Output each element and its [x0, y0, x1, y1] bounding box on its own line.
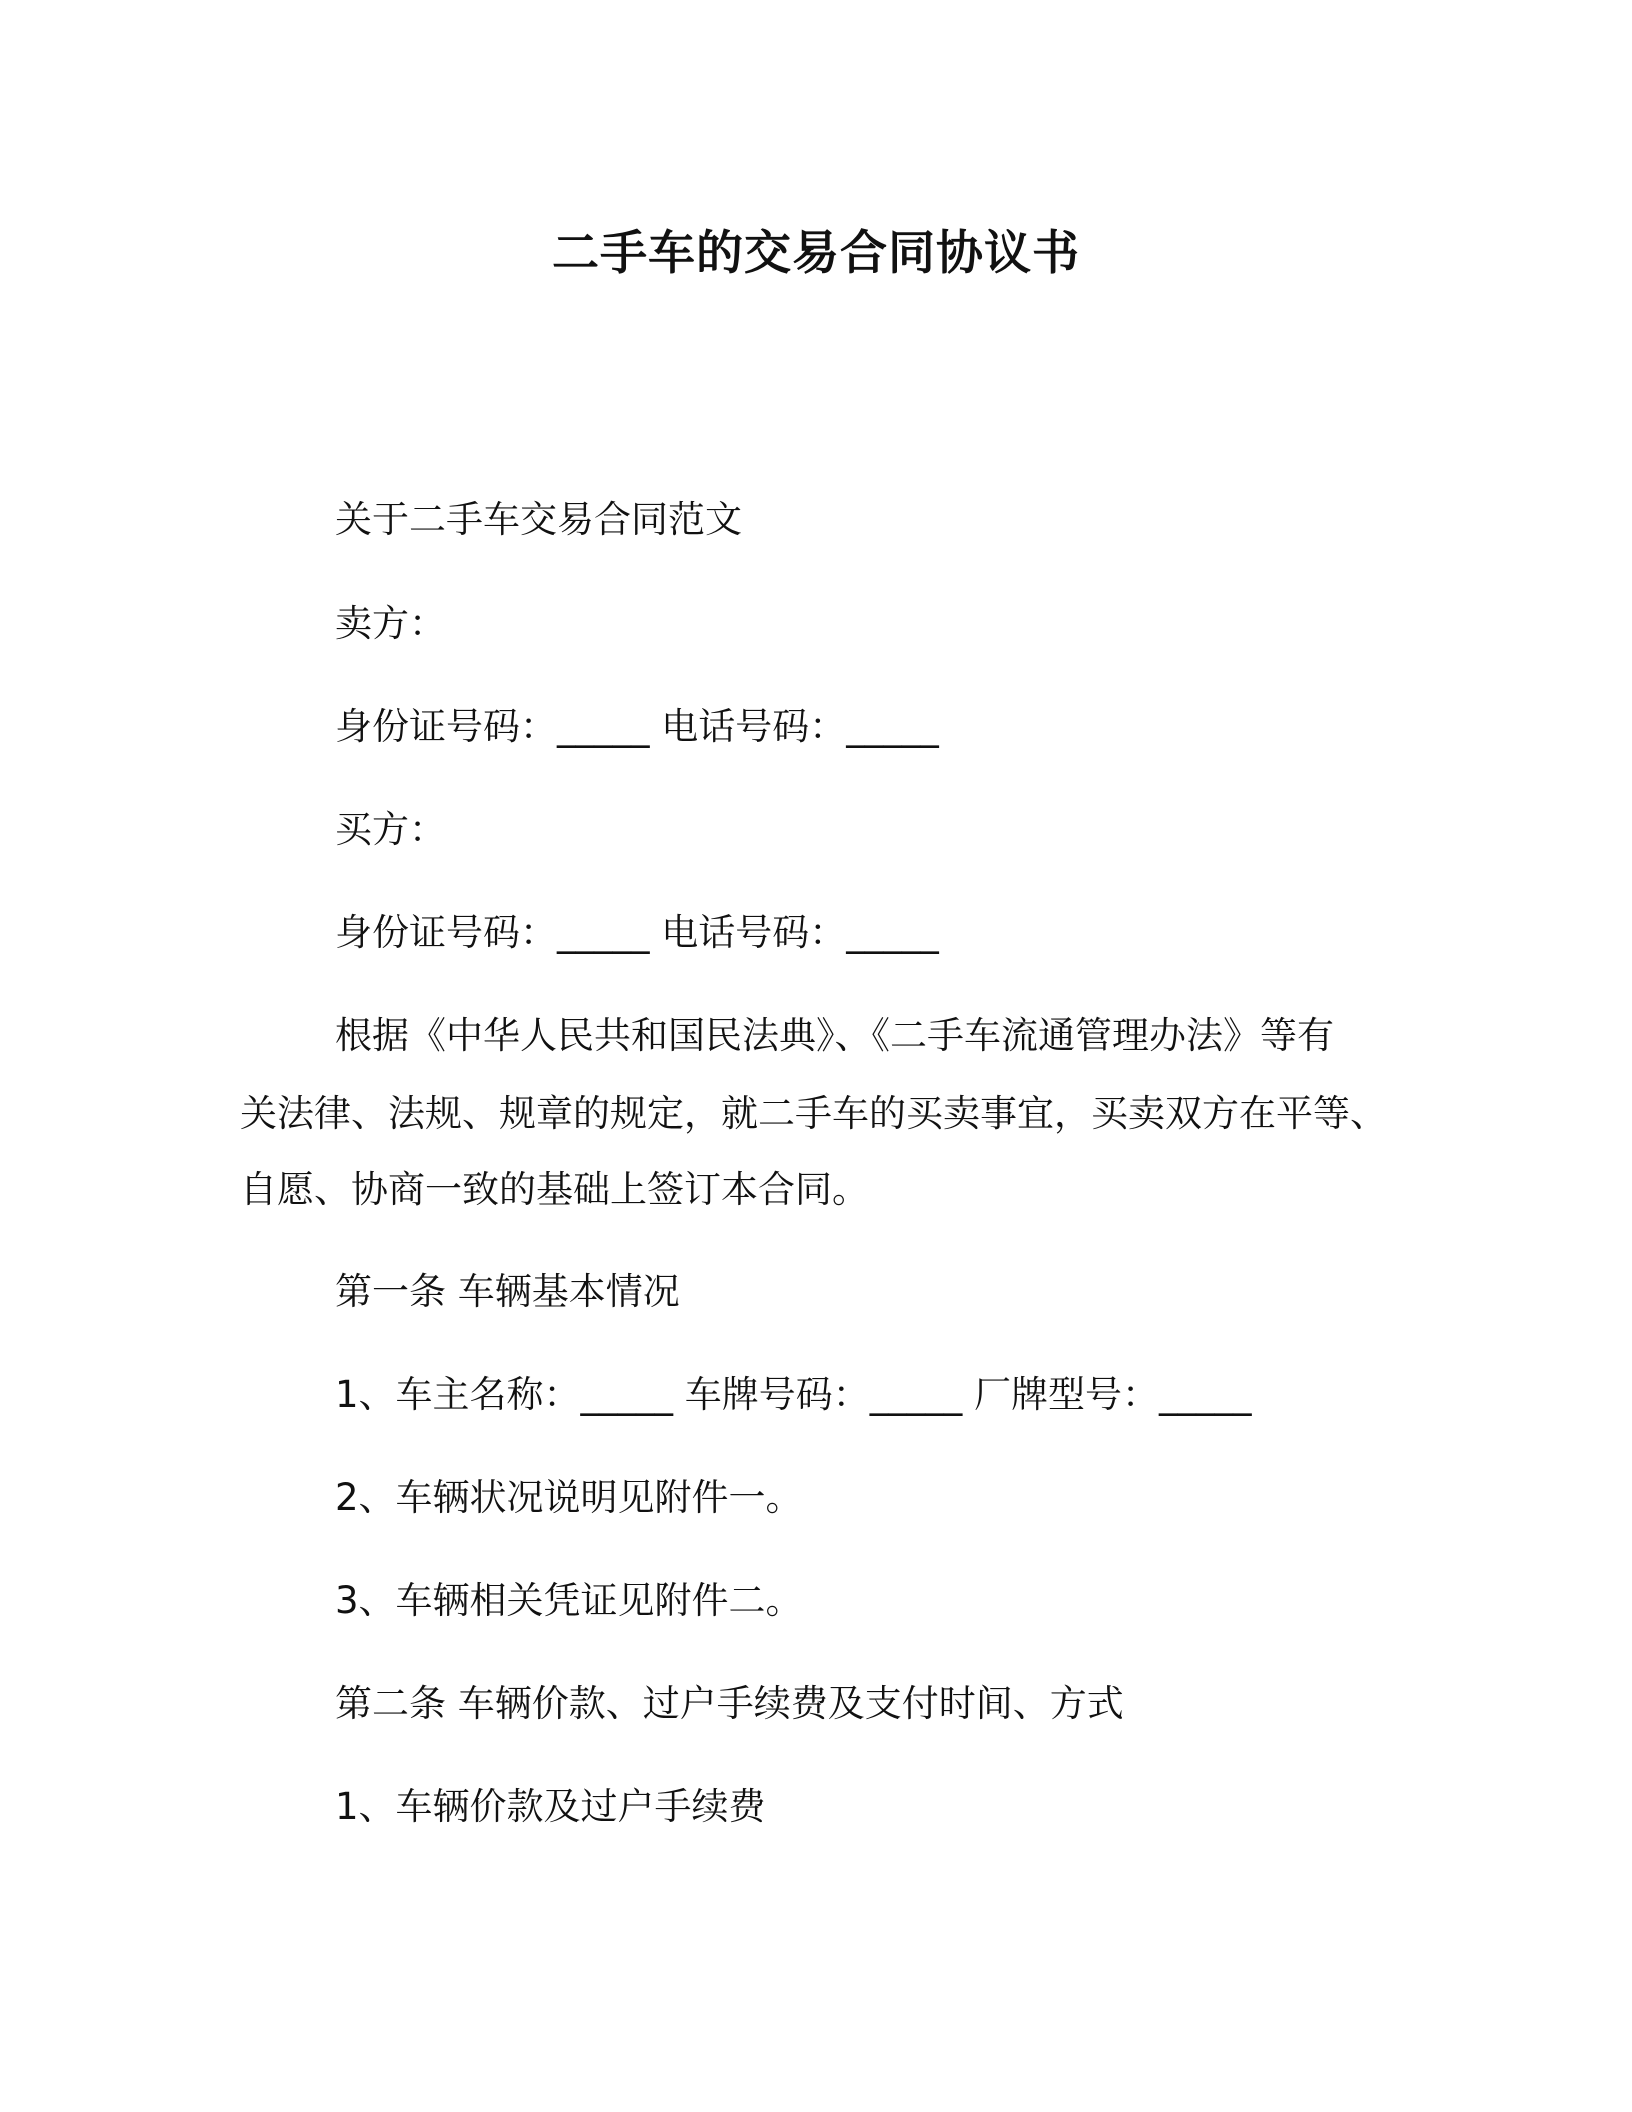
preamble-line-2: 关法律、法规、规章的规定，就二手车的买卖事宜，买卖双方在平等、: [240, 1092, 1387, 1135]
article-2-item-1: 1、车辆价款及过户手续费: [335, 1785, 766, 1828]
article-1-heading: 第一条 车辆基本情况: [335, 1270, 680, 1313]
buyer-label: 买方：: [335, 808, 446, 851]
document-title: 二手车的交易合同协议书: [552, 226, 1080, 281]
subtitle-line: 关于二手车交易合同范文: [335, 498, 742, 541]
seller-label: 卖方：: [335, 602, 446, 645]
seller-id-phone-line: 身份证号码：_____ 电话号码：_____: [335, 705, 939, 748]
preamble-line-1: 根据《中华人民共和国民法典》、《二手车流通管理办法》等有: [335, 1014, 1334, 1057]
article-1-item-1: 1、车主名称：_____ 车牌号码：_____ 厂牌型号：_____: [335, 1373, 1252, 1416]
article-1-item-3: 3、车辆相关凭证见附件二。: [335, 1579, 803, 1622]
buyer-id-phone-line: 身份证号码：_____ 电话号码：_____: [335, 911, 939, 954]
article-2-heading: 第二条 车辆价款、过户手续费及支付时间、方式: [335, 1682, 1124, 1725]
article-1-item-2: 2、车辆状况说明见附件一。: [335, 1476, 803, 1519]
preamble-line-3: 自愿、协商一致的基础上签订本合同。: [240, 1168, 869, 1211]
